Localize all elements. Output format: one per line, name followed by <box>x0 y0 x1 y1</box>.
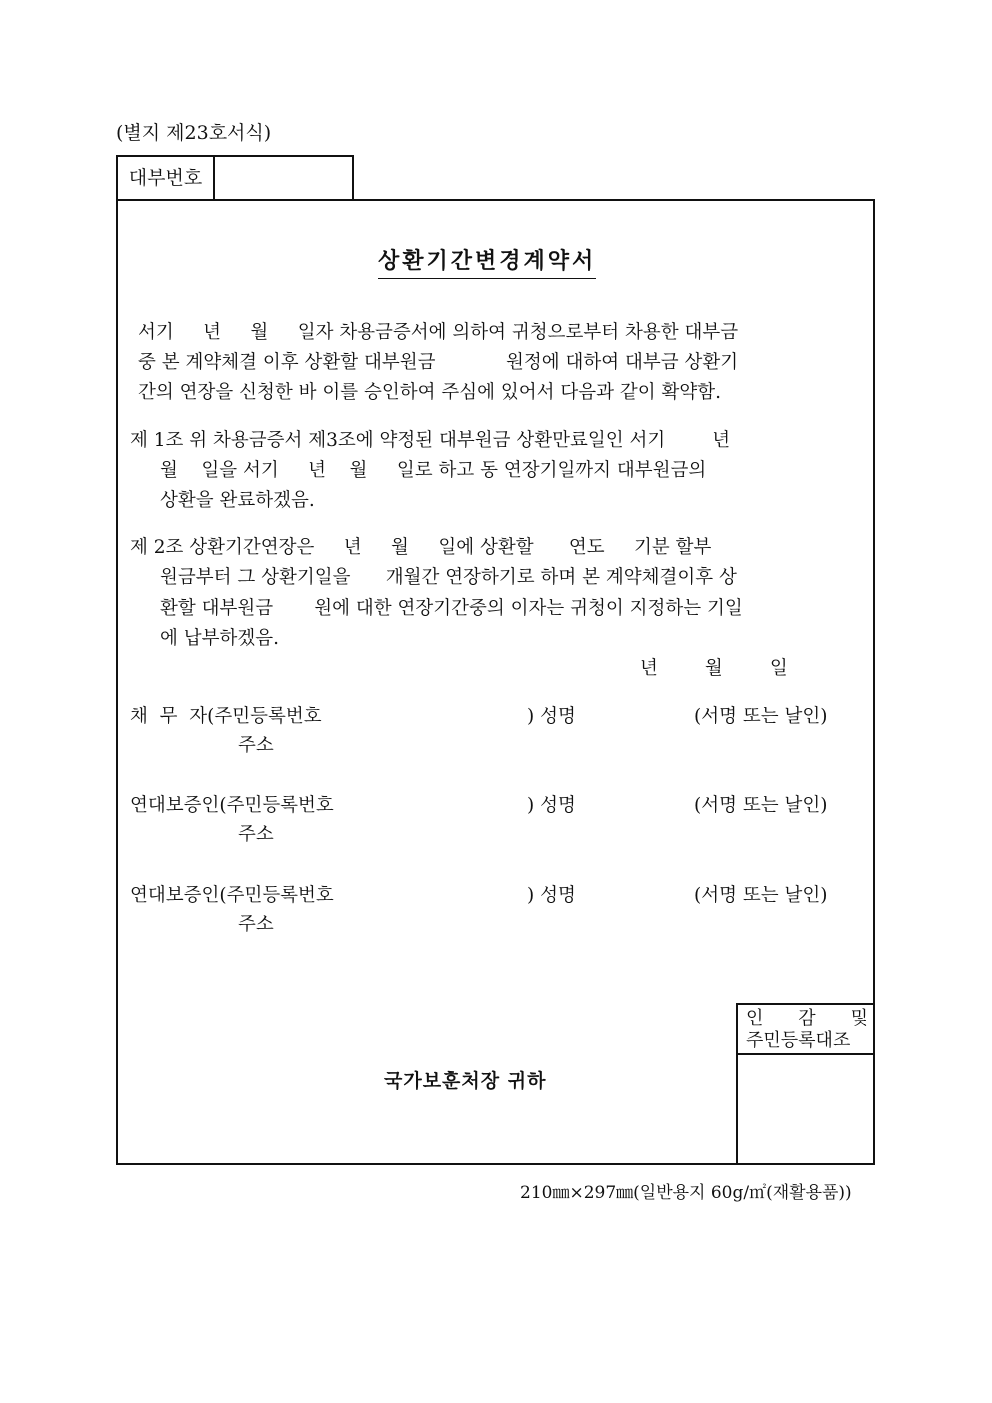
guarantor2-name-label: ) 성명 <box>527 885 576 906</box>
debtor-signature-label: (서명 또는 날인) <box>694 706 828 727</box>
guarantor1-address-label: 주소 <box>238 824 274 845</box>
seal-header-char-2: 감 <box>798 1008 816 1029</box>
seal-verification-box <box>736 1003 875 1165</box>
seal-header-char-3: 및 <box>850 1008 868 1029</box>
preamble-line-2: 중 본 계약체결 이후 상환할 대부원금 원정에 대하여 대부금 상환기 <box>138 352 739 373</box>
guarantor2-signature-label: (서명 또는 날인) <box>694 885 828 906</box>
loan-number-box <box>116 155 354 199</box>
guarantor1-role: 연대보증인(주민등록번호 <box>130 795 334 816</box>
guarantor2-address-label: 주소 <box>238 914 274 935</box>
guarantor1-name-label: ) 성명 <box>527 795 576 816</box>
form-number-label: (별지 제23호서식) <box>116 122 272 144</box>
debtor-role: 채 무 자(주민등록번호 <box>130 706 322 727</box>
guarantor1-signature-label: (서명 또는 날인) <box>694 795 828 816</box>
article1-line-1: 제 1조 위 차용금증서 제3조에 약정된 대부원금 상환만료일인 서기 년 <box>130 430 731 451</box>
paper-spec: 210㎜×297㎜(일반용지 60g/㎡(재활용품)) <box>520 1183 852 1203</box>
seal-header-char-1: 인 <box>746 1008 764 1029</box>
loan-number-label: 대부번호 <box>118 157 215 199</box>
document-title: 상환기간변경계약서 <box>378 244 596 279</box>
seal-header-line-2: 주민등록대조 <box>746 1030 851 1051</box>
debtor-address-label: 주소 <box>238 735 274 756</box>
article2-line-4: 에 납부하겠음. <box>160 628 279 649</box>
article2-line-1: 제 2조 상환기간연장은 년 월 일에 상환할 연도 기분 할부 <box>130 537 712 558</box>
preamble-line-1: 서기 년 월 일자 차용금증서에 의하여 귀청으로부터 차용한 대부금 <box>138 322 739 343</box>
date-line: 년 월 일 <box>640 658 788 679</box>
seal-verification-header <box>738 1005 875 1055</box>
preamble-line-3: 간의 연장을 신청한 바 이를 승인하여 주심에 있어서 다음과 같이 확약함. <box>138 382 721 403</box>
article1-line-3: 상환을 완료하겠음. <box>160 490 315 511</box>
article2-line-3: 환할 대부원금 원에 대한 연장기간중의 이자는 귀청이 지정하는 기일 <box>160 598 743 619</box>
article1-line-2: 월 일을 서기 년 월 일로 하고 동 연장기일까지 대부원금의 <box>160 460 707 481</box>
article2-line-2: 원금부터 그 상환기일을 개월간 연장하기로 하며 본 계약체결이후 상 <box>160 567 737 588</box>
guarantor2-role: 연대보증인(주민등록번호 <box>130 885 334 906</box>
recipient: 국가보훈처장 귀하 <box>384 1070 547 1092</box>
debtor-name-label: ) 성명 <box>527 706 576 727</box>
